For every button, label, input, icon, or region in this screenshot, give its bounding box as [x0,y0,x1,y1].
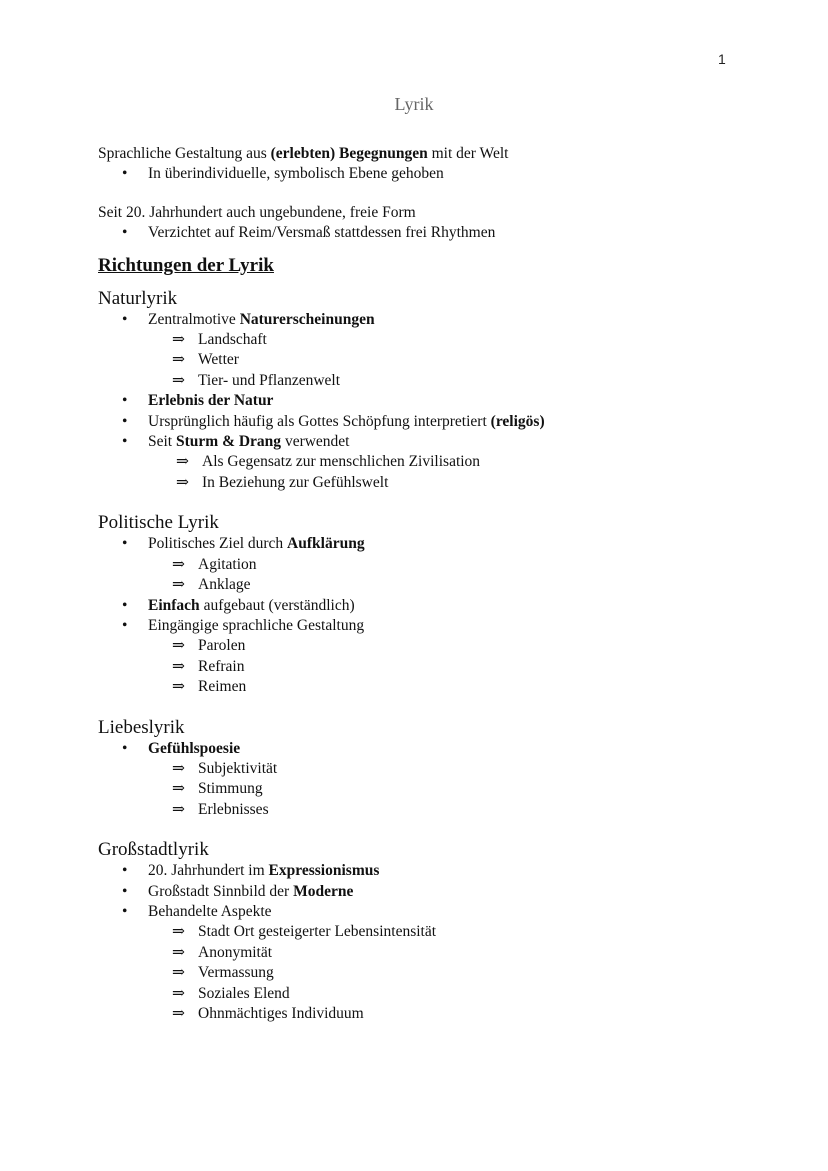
arrow-item [98,350,778,370]
arrow-text: Refrain [198,657,245,675]
list-item [98,412,778,432]
list-item: • Behandelte Aspekte [98,902,778,922]
text-run: Seit [148,433,176,451]
arrow-text: In Beziehung zur Gefühlswelt [202,473,389,491]
subsection-title-grossstadtlyrik: Großstadtlyrik [98,839,209,861]
list-item [98,739,778,759]
intro-paragraph-1 [98,144,778,164]
list-item [98,432,778,452]
arrow-text: Parolen [198,637,246,655]
arrow-item [98,452,778,472]
arrow-item [98,636,778,656]
text-run: Zentralmotive [148,310,240,328]
arrow-icon: ⇒ [176,473,189,491]
arrow-text: Ohnmächtiges Individuum [198,1005,364,1022]
arrow-icon: ⇒ [172,351,185,369]
arrow-item [98,963,778,983]
arrow-item [98,371,778,391]
arrow-icon: ⇒ [172,555,185,573]
arrow-icon: ⇒ [172,371,185,389]
bold-run: Aufklärung [287,535,365,553]
list-item: • In überindividuelle, symbolisch Ebene gehoben [98,164,778,184]
bold-run: (religös) [490,412,545,430]
text-run: Sprachliche Gestaltung aus [98,145,271,162]
list-item: • Eingängige sprachliche Gestaltung [98,616,778,636]
subsection-title-liebeslyrik: Liebeslyrik [98,716,185,738]
document-title: Lyrik [394,94,434,114]
arrow-text: Vermassung [198,964,274,982]
arrow-item [98,657,778,677]
bold-run: Gefühlspoesie [148,739,241,757]
bold-run: Sturm & Drang [176,433,282,451]
intro-paragraph-2: Seit 20. Jahrhundert auch ungebundene, freie Form [98,203,416,221]
subsection-title-naturlyrik: Naturlyrik [98,287,178,309]
text-run: mit der Welt [427,145,509,162]
list-item [98,861,778,881]
arrow-item [98,922,778,942]
text-run: verwendet [281,433,350,451]
arrow-text: Landschaft [198,331,267,349]
arrow-icon: ⇒ [172,678,185,696]
arrow-text: Anklage [198,576,251,594]
arrow-text: Agitation [198,555,257,573]
arrow-item [98,555,778,575]
list-item: • Verzichtet auf Reim/Versmaß stattdessen frei Rhythmen [98,223,778,243]
document-body [98,144,778,1024]
arrow-item [98,800,778,820]
list-item [98,596,778,616]
arrow-icon: ⇒ [172,780,185,798]
section-heading: Richtungen der Lyrik [98,254,274,276]
bold-run: (erlebten) Begegnungen [270,145,428,162]
text-run: Politisches Ziel durch [148,535,288,553]
bold-run: Einfach [148,596,200,614]
arrow-item [98,473,778,493]
text-run: 20. Jahrhundert im [148,862,269,880]
subsection-title-politische-lyrik: Politische Lyrik [98,512,219,534]
arrow-item [98,759,778,779]
arrow-item [98,677,778,697]
arrow-item [98,1004,778,1024]
arrow-icon: ⇒ [172,657,185,675]
arrow-icon: ⇒ [172,923,185,941]
arrow-icon: ⇒ [172,964,185,982]
bold-run: Naturerscheinungen [239,310,375,328]
page-number: 1 [718,51,726,67]
arrow-item [98,575,778,595]
bold-run: Moderne [293,882,354,900]
list-item [98,882,778,902]
arrow-text: Stimmung [198,780,263,798]
arrow-text: Anonymität [198,943,273,961]
arrow-icon: ⇒ [176,453,189,471]
arrow-text: Erlebnisses [198,800,269,818]
arrow-item [98,943,778,963]
text-run: Ursprünglich häufig als Gottes Schöpfung interpretiert [148,412,491,430]
bold-run: Erlebnis der Natur [148,392,274,410]
arrow-text: Subjektivität [198,759,278,777]
list-item [98,391,778,411]
arrow-text: Soziales Elend [198,984,290,1002]
arrow-text: Stadt Ort gesteigerter Lebensintensität [198,923,437,941]
arrow-icon: ⇒ [172,943,185,961]
arrow-icon: ⇒ [172,800,185,818]
arrow-item [98,779,778,799]
arrow-icon: ⇒ [172,984,185,1002]
arrow-icon: ⇒ [172,759,185,777]
arrow-icon: ⇒ [172,331,185,349]
arrow-icon: ⇒ [172,1005,185,1022]
arrow-text: Als Gegensatz zur menschlichen Zivilisation [202,453,481,471]
list-item [98,534,778,554]
arrow-text: Tier- und Pflanzenwelt [198,371,341,389]
text-run: Großstadt Sinnbild der [148,882,294,900]
arrow-text: Wetter [198,351,239,369]
list-item [98,310,778,330]
arrow-text: Reimen [198,678,247,696]
text-run: aufgebaut (verständlich) [199,596,355,614]
arrow-item [98,330,778,350]
arrow-item [98,984,778,1004]
arrow-icon: ⇒ [172,576,185,594]
bold-run: Expressionismus [268,862,380,880]
arrow-icon: ⇒ [172,637,185,655]
